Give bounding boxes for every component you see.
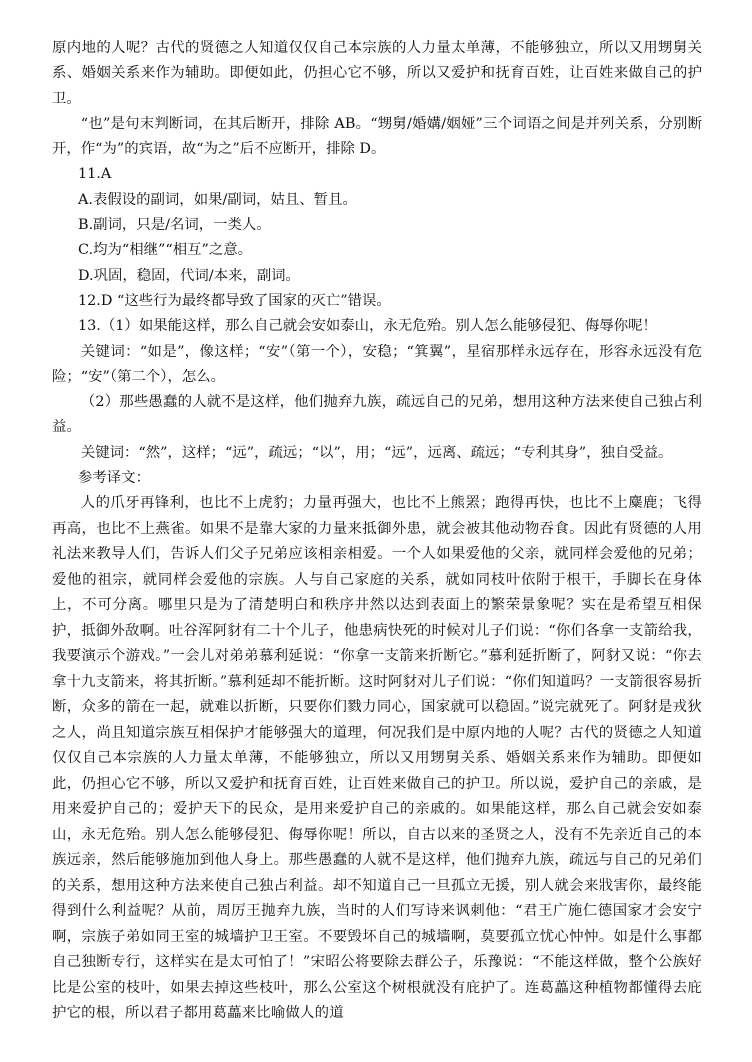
translation-body: 人的爪牙再锋利，也比不上虎豹；力量再强大，也比不上熊罴；跑得再快，也比不上麋鹿；飞得再高，也比不上燕雀。如果不是靠大家的力量来抵御外患，就会被其他动物吞食。因此有贤德的人用礼法来教导人们，告诉人们父子兄弟应该相亲相爱。一个人如果爱他的父亲，就同样会爱他的兄弟；爱他的祖宗，就同样会爱他的宗族。人与自己家庭的关系，就如同枝叶依附于根干，手脚长在身体上，不可分离。哪里只是为了清楚明白和秩序井然以达到表面上的繁荣景象呢？实在是希望互相保护，抵御外敌啊。吐谷浑阿豺有二十个儿子，他患病快死的时候对儿子们说：“你们各拿一支箭给我，我要演示个游戏。”一会儿对弟弟慕利延说：“你拿一支箭来折断它。”慕利延折断了，阿豺又说：“你去拿十九支箭来，将其折断。”慕利延却不能折断。这时阿豺对儿子们说：“你们知道吗？一支箭很容易折断，众多的箭在一起，就难以折断，只要你们戮力同心，国家就可以稳固。”说完就死了。阿豺是戎狄之人，尚且知道宗族互相保护才能够强大的道理，何况我们是中原内地的人呢？古代的贤德之人知道仅仅自己本宗族的人力量太单薄，不能够独立，所以又用甥舅关系、婚姻关系来作为辅助。即便如此，仍担心它不够，所以又爱护和抚育百姓，让百姓来做自己的护卫。所以说，爱护自己的亲戚，是用来爱护自己的；爱护天下的民众，是用来爱护自己的亲戚的。如果能这样，那么自己就会安如泰山，永无危殆。别人怎么能够侵犯、侮辱你呢！所以，自古以来的圣贤之人，没有不先亲近自己的本族远亲，然后能够施加到他人身上。那些愚蠢的人就不是这样，他们抛弃九族，疏远与自己的兄弟们的关系，想用这种方法来使自己独占利益。却不知道自己一旦孤立无援，别人就会来戕害你，最终能得到什么利益呢？从前，周厉王抛弃九族，当时的人们写诗来讽刺他：“君王广施仁德国家才会安宁啊，宗族子弟如同王室的城墙护卫王室。不要毁坏自己的城墙啊，莫要孤立忧心忡忡。如是什么事都自己独断专行，这样实在是太可怕了！”宋昭公将要除去群公子，乐豫说：“不能这样做，整个公族好比是公室的枝叶，如果去掉这些枝叶，那么公室这个树根就没有庇护了。连葛藟这种植物都懂得去庇护它的根，所以君子都用葛藟来比喻做人的道 xyxy=(52,495,702,1022)
answer-q11: 11.A xyxy=(78,166,112,183)
answer-q12: 12.D “这些行为最终都导致了国家的灭亡”错误。 xyxy=(78,292,391,309)
document-page xyxy=(52,36,702,1027)
translation-heading: 参考译文： xyxy=(78,470,150,487)
answer-explanation-q10: “也”是句末判断词，在其后断开，排除 AB。“甥舅/婚媾/姻娅”三个词语之间是并列关系，分别断开，作“为”的宾语，故“为之”后不应断开，排除 D。 xyxy=(52,115,702,158)
q11-option-a: A.表假设的副词，如果/副词，姑且、暂且。 xyxy=(78,191,357,208)
answer-q13-part1: 13.（1）如果能这样，那么自己就会安如泰山，永无危殆。别人怎么能够侵犯、侮辱你呢！ xyxy=(78,318,657,335)
q11-option-d: D.巩固，稳固，代词/本来，副词。 xyxy=(78,267,300,284)
q13-part2-keywords: 关键词：“然”，这样；“远”，疏远；“以”，用；“远”，远离、疏远；“专利其身”，独自受益。 xyxy=(80,444,673,461)
q11-option-c: C.均为“相继”“相互”之意。 xyxy=(78,242,253,259)
q13-part1-keywords: 关键词：“如是”，像这样；“安”（第一个），安稳；“箕翼”，星宿那样永远存在，形容永远没有危险；“安”（第二个），怎么。 xyxy=(52,343,702,385)
answer-paragraph-continuation: 原内地的人呢？古代的贤德之人知道仅仅自己本宗族的人力量太单薄，不能够独立，所以又用甥舅关系、婚姻关系来作为辅助。即便如此，仍担心它不够，所以又爱护和抚育百姓，让百姓来做自己的护卫。 xyxy=(52,40,702,107)
q11-option-b: B.副词，只是/名词，一类人。 xyxy=(78,217,271,234)
answer-q13-part2: （2）那些愚蠢的人就不是这样，他们抛弃九族，疏远自己的兄弟，想用这种方法来使自己独占利益。 xyxy=(52,394,702,436)
